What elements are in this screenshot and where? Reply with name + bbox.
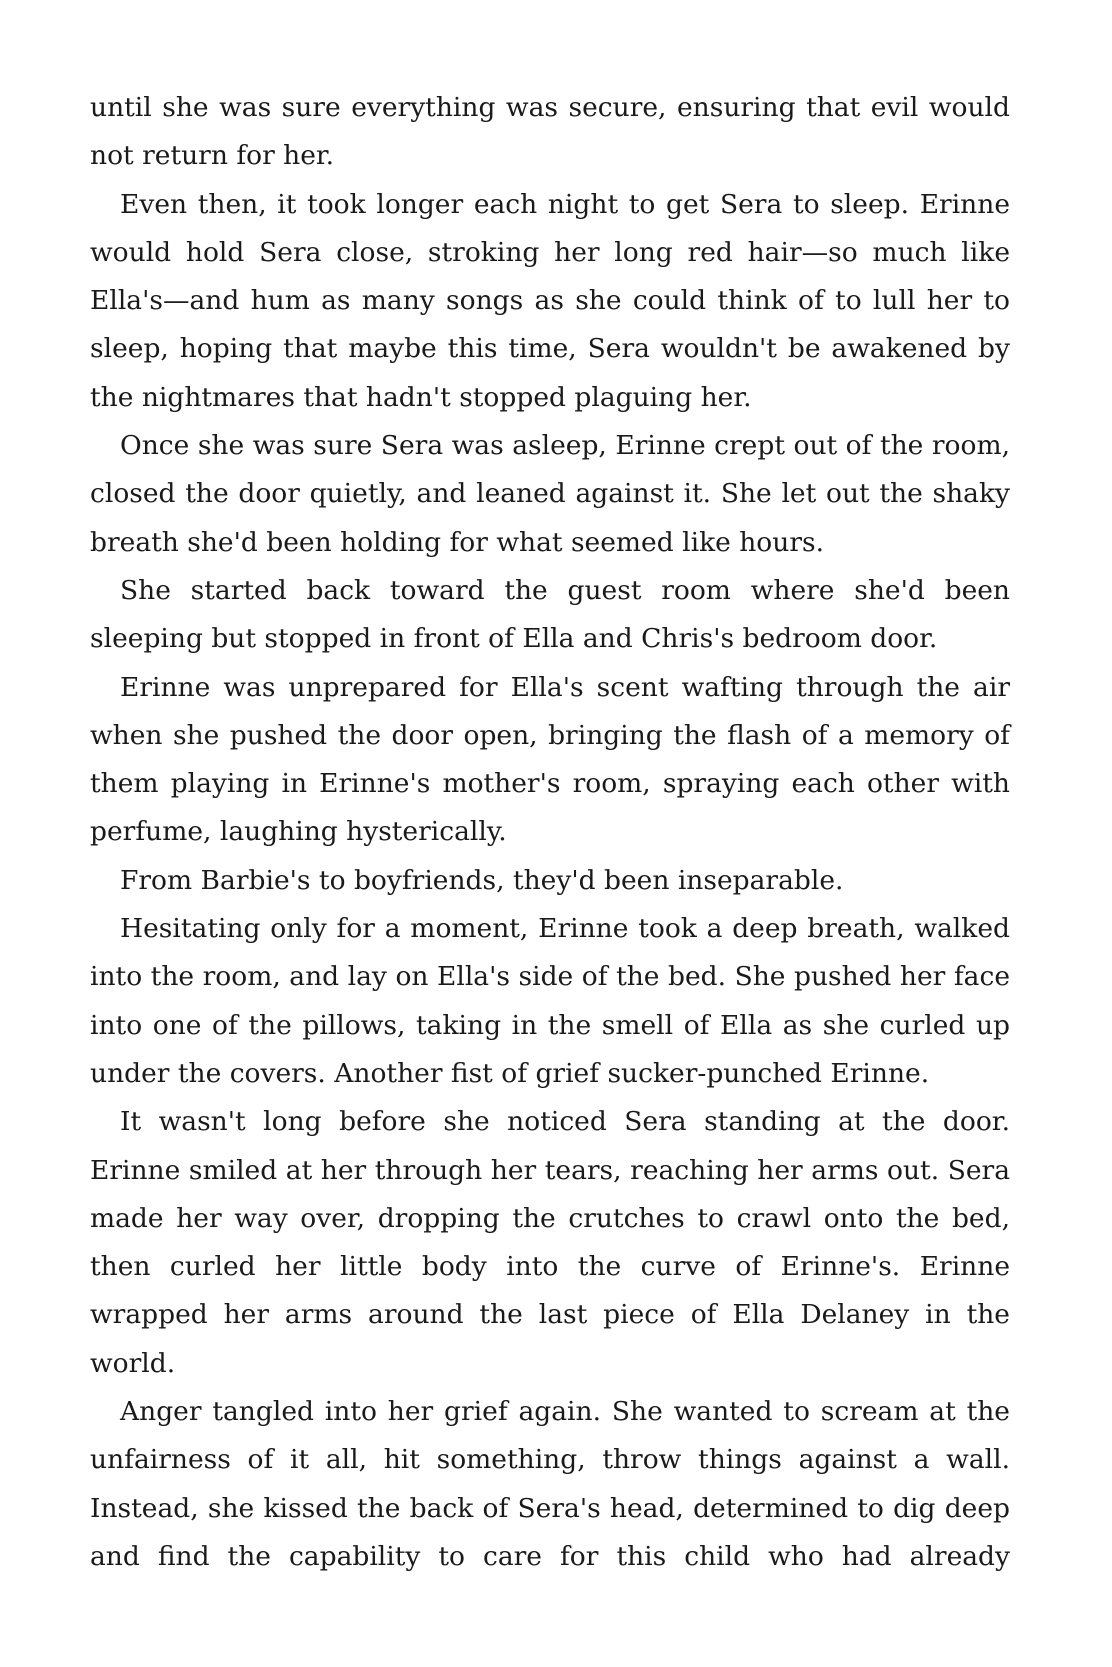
book-page — [90, 84, 1010, 1581]
paragraph-8: It wasn't long before she noticed Sera standing at the door. Erinne smiled at her through her tears, reaching her arms out. Sera made her way over, dropping the crutches to crawl onto the bed, then curled her little body into the curve of Erinne's. Erinne wrapped her arms around the last piece of Ella Delaney in the world. — [90, 1106, 1010, 1379]
paragraph-7: Hesitating only for a moment, Erinne took a deep breath, walked into the room, and lay on Ella's side of the bed. She pushed her face into one of the pillows, taking in the smell of Ella as she curled up under the covers. Another fist of grief sucker-punched Erinne. — [90, 913, 1010, 1089]
paragraph-5: Erinne was unprepared for Ella's scent wafting through the air when she pushed the door open, bringing the flash of a memory of them playing in Erinne's mother's room, spraying each other with perfume, laughing hysterically. — [90, 671, 1010, 848]
paragraph-3: Once she was sure Sera was asleep, Erinne crept out of the room, closed the door quietly, and leaned against it. She let out the shaky breath she'd been holding for what seemed like hours. — [90, 430, 1010, 558]
paragraph-1: until she was sure everything was secure, ensuring that evil would not return for her. — [90, 92, 1010, 172]
paragraph-9: Anger tangled into her grief again. She wanted to scream at the unfairness of it all, hit something, throw things against a wall. Instead, she kissed the back of Sera's head, determined to dig deep and find the capability to care for this child who had already — [90, 1396, 1010, 1572]
paragraph-6: From Barbie's to boyfriends, they'd been inseparable. — [120, 864, 844, 896]
paragraph-2: Even then, it took longer each night to get Sera to sleep. Erinne would hold Sera close, stroking her long red hair—so much like Ella's—and hum as many songs as she could think of to lull her to sleep, hoping that maybe this time, Sera wouldn't be awakened by the nightmares that hadn't stopped plaguing her. — [90, 188, 1010, 413]
paragraph-4: She started back toward the guest room where she'd been sleeping but stopped in front of Ella and Chris's bedroom door. — [90, 574, 1010, 655]
